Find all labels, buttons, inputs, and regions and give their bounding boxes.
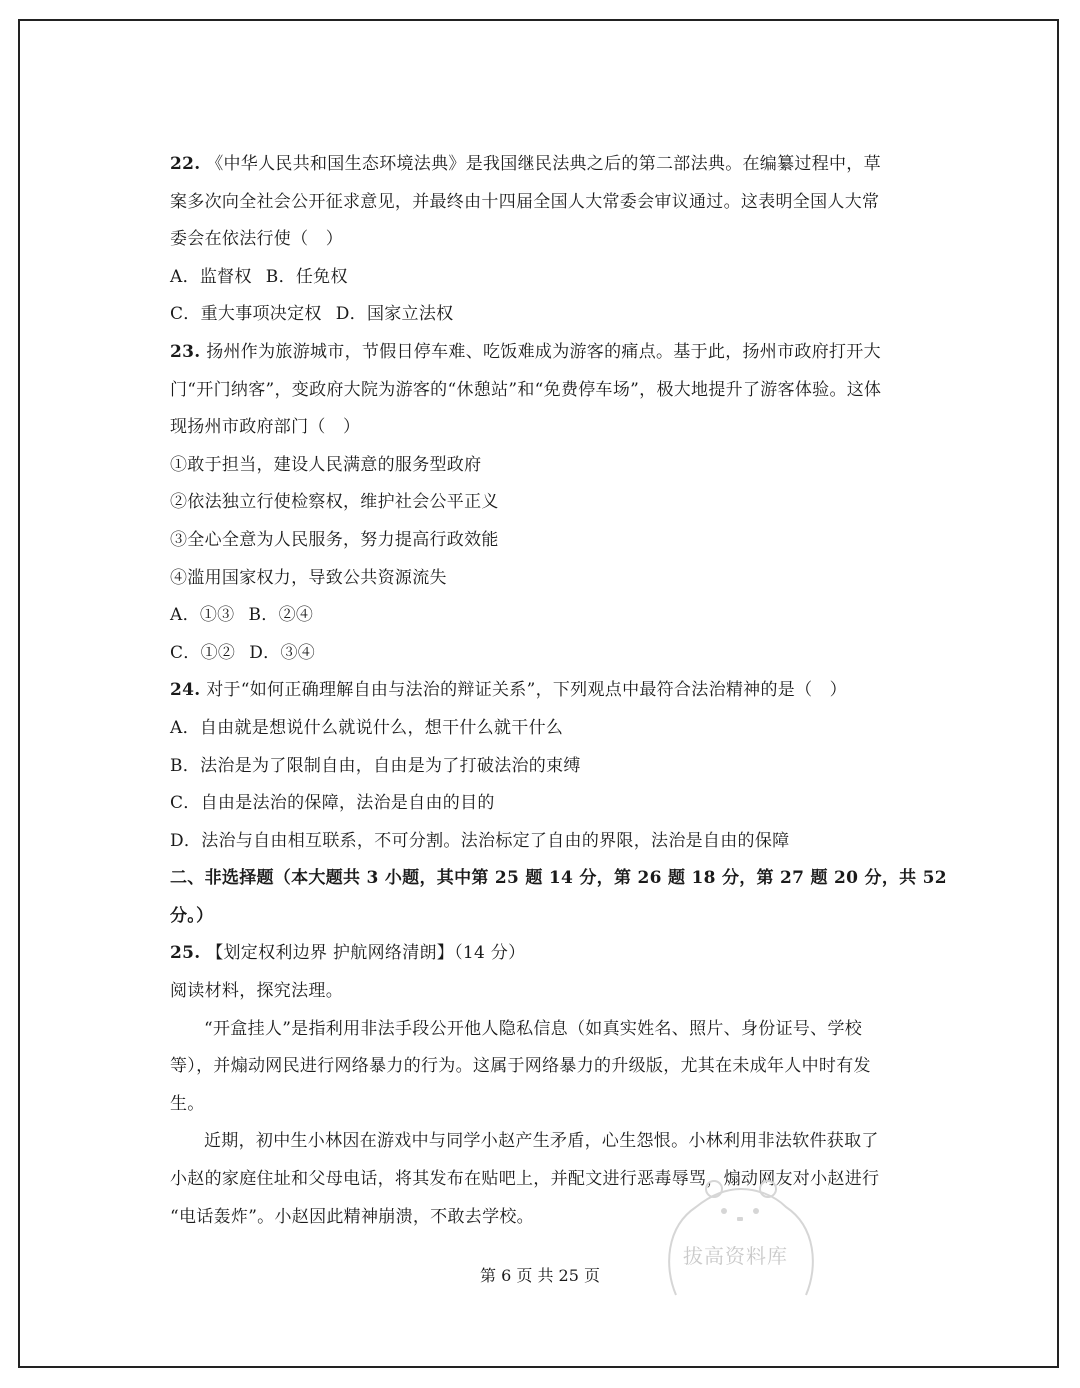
watermark-text: 拔高资料库 [683,1244,788,1268]
q22-options-row-2 [170,296,915,334]
q25-heading [170,935,915,973]
q25-para1-line-3: 生。 [170,1093,205,1114]
q25-title: 【划定权利边界 护航网络清朗】 [206,943,455,964]
q22-line-1: 22. 《中华人民共和国生态环境法典》是我国继民法典之后的第二部法典。在编纂过程中，草 [170,154,881,174]
q24-option-b: B．法治是为了限制自由，自由是为了打破法治的束缚 [170,755,581,776]
q23-number: 23. [170,341,201,362]
q23-statement-3: ③全心全意为人民服务，努力提高行政效能 [170,529,499,550]
q23-options-row-1 [170,597,915,635]
q24-stem: 24. 对于“如何正确理解自由与法治的辩证关系”，下列观点中最符合法治精神的是（ ） [170,680,847,701]
q22-number: 22. [170,154,201,174]
section2-heading-line-2: 分。） [170,905,214,926]
q25-para1-line-1: “开盒挂人”是指利用非法手段公开他人隐私信息（如真实姓名、照片、身份证号、学校 [204,1018,863,1039]
q23-option-d: D．③④ [249,642,316,663]
q23-option-b: B．②④ [248,605,314,626]
q24-option-c: C．自由是法治的保障，法治是自由的目的 [170,793,495,814]
q22-line-2: 案多次向全社会公开征求意见，并最终由十四届全国人大常委会审议通过。这表明全国人大常 [170,191,880,212]
q25-para2-line-3: “电话轰炸”。小赵因此精神崩溃，不敢去学校。 [170,1206,534,1227]
q22-option-d: D．国家立法权 [335,304,454,325]
q23-statement-4: ④滥用国家权力，导致公共资源流失 [170,567,447,588]
q25-para1-line-2: 等），并煽动网民进行网络暴力的行为。这属于网络暴力的升级版，尤其在未成年人中时有发 [170,1056,871,1077]
q23-option-c: C．①② [170,642,236,663]
q22-option-b: B．任免权 [265,266,348,287]
q25-score: （14 分） [454,943,526,964]
section2-heading-line-1: 二、非选择题（本大题共 3 小题，其中第 25 题 14 分，第 26 题 18 分，第 27 题 20 分，共 52 [170,868,947,889]
q25-number: 25. [170,943,201,964]
q23-statement-2: ②依法独立行使检察权，维护社会公平正义 [170,492,499,513]
q25-para2-line-2: 小赵的家庭住址和父母电话，将其发布在贴吧上，并配文进行恶毒辱骂，煽动网友对小赵进行 [170,1169,880,1190]
q22-options-row-1 [170,259,915,297]
q23-line-1: 23. 扬州作为旅游城市，节假日停车难、吃饭难成为游客的痛点。基于此，扬州市政府打开大 [170,341,881,362]
page-footer: 第 6 页 共 25 页 [480,1266,600,1285]
q23-option-a: A．①③ [170,605,235,626]
q22-option-a: A．监督权 [170,266,252,287]
q23-options-row-2 [170,635,915,673]
q24-option-a: A．自由就是想说什么就说什么，想干什么就干什么 [170,717,564,738]
q22-line-3: 委会在依法行使（ ） [170,229,343,250]
q23-line-3: 现扬州市政府部门（ ） [170,417,361,438]
document-body [170,146,947,1236]
q22-option-c: C．重大事项决定权 [170,304,322,325]
q24-number: 24. [170,680,201,701]
q25-para2-line-1: 近期，初中生小林因在游戏中与同学小赵产生矛盾，心生怨恨。小林利用非法软件获取了 [204,1131,879,1152]
q25-instruction: 阅读材料，探究法理。 [170,981,343,1002]
q23-statement-1: ①敢于担当，建设人民满意的服务型政府 [170,454,482,475]
q23-line-2: 门“开门纳客”，变政府大院为游客的“休憩站”和“免费停车场”，极大地提升了游客体验。这体 [170,379,882,400]
q24-option-d: D．法治与自由相互联系，不可分割。法治标定了自由的界限，法治是自由的保障 [170,830,790,851]
